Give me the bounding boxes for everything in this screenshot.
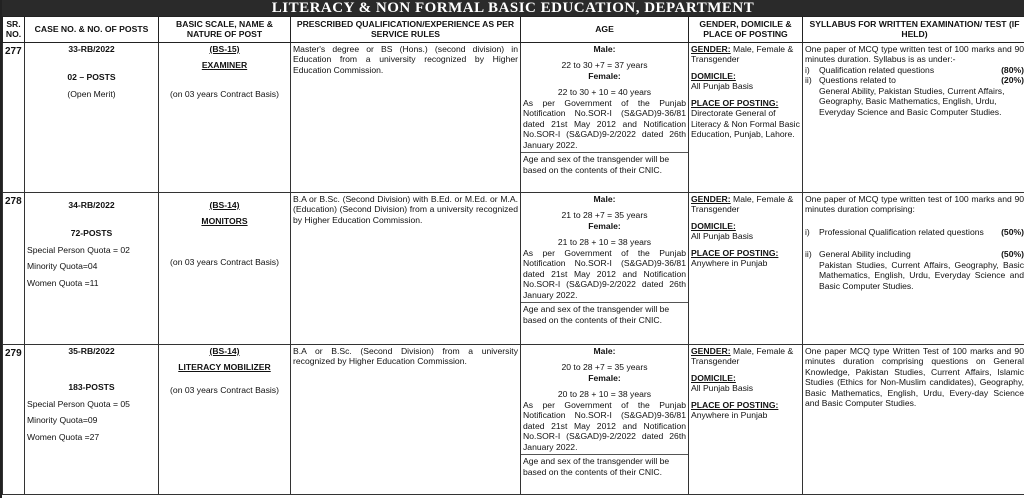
domicile-value: All Punjab Basis	[691, 81, 754, 92]
age-female-label: Female:	[588, 220, 621, 231]
age-male-label: Male:	[593, 346, 616, 356]
quota-line: Special Person Quota = 02	[27, 244, 130, 255]
sr-no: 279	[3, 345, 25, 495]
posting-value: Anywhere in Punjab	[691, 258, 768, 269]
syllabus-item-text: Professional Qualification related questions	[819, 226, 984, 237]
age-cell	[521, 193, 689, 345]
case-cell	[25, 43, 159, 193]
header-sr-no: SR. NO.	[3, 17, 25, 43]
age-cell	[521, 43, 689, 193]
post-nature: (on 03 years Contract Basis)	[170, 256, 279, 267]
basic-scale: (BS-14)	[209, 346, 240, 356]
syllabus-detail: General Ability, Pakistan Studies, Current Affairs, Geography, Basic Mathematics, English, Urdu, Everyday Science and Basic Computer Studies.	[819, 85, 1005, 117]
age-transgender-note: Age and sex of the transgender will be based on the contents of their CNIC.	[523, 456, 670, 477]
syllabus-item-text: Questions related to	[819, 75, 896, 86]
age-male: 22 to 30 +7 = 37 years	[561, 60, 648, 71]
qualification-cell: B.A or B.Sc. (Second Division) from a university recognized by Higher Education Commission.	[291, 345, 521, 495]
gender-cell	[689, 345, 803, 495]
posting-label: PLACE OF POSTING:	[691, 97, 779, 108]
age-female: 20 to 28 + 10 = 38 years	[557, 389, 652, 400]
posting-label: PLACE OF POSTING:	[691, 247, 779, 258]
age-male-label: Male:	[593, 194, 616, 204]
age-female: 22 to 30 + 10 = 40 years	[557, 87, 652, 98]
header-case-no: CASE NO. & NO. OF POSTS	[25, 17, 159, 43]
qualification-cell: Master's degree or BS (Hons.) (second division) in Education from a university recognized by Higher Education Commission.	[291, 43, 521, 193]
syllabus-item-percent: (80%)	[1001, 64, 1024, 75]
syllabus-item-num: ii)	[805, 249, 812, 260]
case-no: 34-RB/2022	[68, 200, 115, 210]
syllabus-item-text: General Ability including	[819, 249, 911, 260]
case-no: 35-RB/2022	[68, 346, 115, 356]
syllabus-cell	[803, 43, 1024, 193]
gender-value: Male, Female & Transgender	[691, 44, 794, 65]
posts-count: 72-POSTS	[70, 228, 113, 239]
post-name: LITERACY MOBILIZER	[178, 362, 271, 373]
age-transgender-note: Age and sex of the transgender will be based on the contents of their CNIC.	[523, 154, 670, 175]
quota-line: Women Quota =11	[27, 277, 99, 288]
scale-cell	[159, 43, 291, 193]
gender-cell	[689, 193, 803, 345]
domicile-label: DOMICILE:	[691, 70, 736, 81]
domicile-value: All Punjab Basis	[691, 383, 754, 394]
header-age: AGE	[521, 17, 689, 43]
syllabus-item	[805, 75, 1024, 85]
table-row	[3, 345, 1024, 495]
post-name: EXAMINER	[201, 60, 248, 71]
age-cell	[521, 345, 689, 495]
post-nature: (on 03 years Contract Basis)	[170, 384, 279, 395]
quota-line: Minority Quota=04	[27, 261, 98, 272]
header-qualification: PRESCRIBED QUALIFICATION/EXPERIENCE AS PER SERVICE RULES	[291, 17, 521, 43]
posts-table	[2, 16, 1024, 495]
syllabus-item	[805, 65, 1024, 75]
sr-no: 277	[3, 43, 25, 193]
header-syllabus: SYLLABUS FOR WRITTEN EXAMINATION/ TEST (IF HELD)	[803, 17, 1024, 43]
post-nature: (on 03 years Contract Basis)	[170, 88, 279, 99]
sr-no: 278	[3, 193, 25, 345]
gender-label: GENDER:	[691, 346, 731, 356]
basic-scale: (BS-14)	[209, 200, 240, 210]
quota-line: Women Quota =27	[27, 431, 100, 442]
case-cell	[25, 345, 159, 495]
age-notification: As per Government of the Punjab Notification No.SOR-I (S&GAD)9-36/81 dated 21st May 2012 and Notification No.SOR-I (S&GAD)9-2/2022 dated 26th January 2022.	[523, 97, 686, 150]
age-female: 21 to 28 + 10 = 38 years	[557, 237, 652, 248]
case-no: 33-RB/2022	[68, 44, 115, 54]
scale-cell	[159, 345, 291, 495]
syllabus-intro: One paper of MCQ type written test of 100 marks and 90 minutes duration comprising:	[805, 194, 1024, 215]
syllabus-item-num: ii)	[805, 75, 812, 86]
department-title: LITERACY & NON FORMAL BASIC EDUCATION, DEPARTMENT	[2, 0, 1024, 16]
syllabus-detail: Pakistan Studies, Current Affairs, Geography, Basic Mathematics, English, Urdu, Everyday Science and Basic Computer Studies.	[819, 259, 1024, 291]
gender-line	[691, 44, 800, 65]
quota-line: (Open Merit)	[67, 88, 116, 99]
domicile-value: All Punjab Basis	[691, 231, 754, 242]
header-gender-domicile: GENDER, DOMICILE & PLACE OF POSTING	[689, 17, 803, 43]
gender-line	[691, 194, 800, 215]
syllabus-cell	[803, 193, 1024, 345]
gender-value: Male, Female & Transgender	[691, 194, 794, 215]
age-male-label: Male:	[593, 44, 616, 54]
age-notification: As per Government of the Punjab Notification No.SOR-I (S&GAD)9-36/81 dated 21st May 2012 and Notification No.SOR-I (S&GAD)9-2/2022 dated 26th January 2022.	[523, 399, 686, 452]
domicile-label: DOMICILE:	[691, 220, 736, 231]
post-name: MONITORS	[201, 216, 248, 227]
gender-value: Male, Female & Transgender	[691, 346, 794, 367]
syllabus-item	[805, 249, 1024, 259]
quota-line: Minority Quota=09	[27, 415, 98, 426]
basic-scale: (BS-15)	[209, 44, 240, 54]
scale-cell	[159, 193, 291, 345]
header-basic-scale: BASIC SCALE, NAME & NATURE OF POST	[159, 17, 291, 43]
age-female-label: Female:	[588, 70, 621, 81]
table-row	[3, 43, 1024, 193]
gender-label: GENDER:	[691, 44, 731, 54]
syllabus-item-percent: (50%)	[1001, 249, 1024, 260]
age-male: 21 to 28 +7 = 35 years	[561, 210, 648, 221]
table-row	[3, 193, 1024, 345]
age-female-label: Female:	[588, 372, 621, 383]
posting-value: Directorate General of Literacy & Non Formal Basic Education, Punjab, Lahore.	[691, 108, 800, 140]
posts-count: 183-POSTS	[68, 382, 115, 393]
syllabus-item-num: i)	[805, 64, 810, 75]
syllabus-cell: One paper MCQ type Written Test of 100 marks and 90 minutes duration comprising questions on General Knowledge, Pakistan Studies, Current Affairs, Islamic Studies (Ethics for Non-Muslim candidates), Geography, Basic Mathematics, English, Urdu, Every-day Science and Basic Computer Studies.	[803, 345, 1024, 495]
syllabus-item	[805, 227, 1024, 237]
posting-value: Anywhere in Punjab	[691, 410, 768, 421]
syllabus-item-percent: (50%)	[1001, 226, 1024, 237]
age-male: 20 to 28 +7 = 35 years	[561, 362, 648, 373]
posting-label: PLACE OF POSTING:	[691, 399, 779, 410]
age-transgender-note: Age and sex of the transgender will be based on the contents of their CNIC.	[523, 304, 670, 325]
gender-cell	[689, 43, 803, 193]
gender-label: GENDER:	[691, 194, 731, 204]
age-notification: As per Government of the Punjab Notification No.SOR-I (S&GAD)9-36/81 dated 21st May 2012 and Notification No.SOR-I (S&GAD)9-2/2022 dated 26th January 2022.	[523, 247, 686, 300]
gender-line	[691, 346, 800, 367]
domicile-label: DOMICILE:	[691, 372, 736, 383]
quota-line: Special Person Quota = 05	[27, 398, 130, 409]
posts-count: 02 – POSTS	[67, 72, 116, 83]
syllabus-intro: One paper of MCQ type written test of 100 marks and 90 minutes duration. Syllabus is as under:-	[805, 44, 1024, 65]
case-cell	[25, 193, 159, 345]
qualification-cell: B.A or B.Sc. (Second Division) with B.Ed. or M.Ed. or M.A. (Education) (Second Division) from a university recognized by Higher Education Commission.	[291, 193, 521, 345]
syllabus-item-percent: (20%)	[1001, 75, 1024, 86]
syllabus-item-num: i)	[805, 226, 810, 237]
table-header-row	[3, 17, 1024, 43]
syllabus-item-text: Qualification related questions	[819, 64, 935, 75]
